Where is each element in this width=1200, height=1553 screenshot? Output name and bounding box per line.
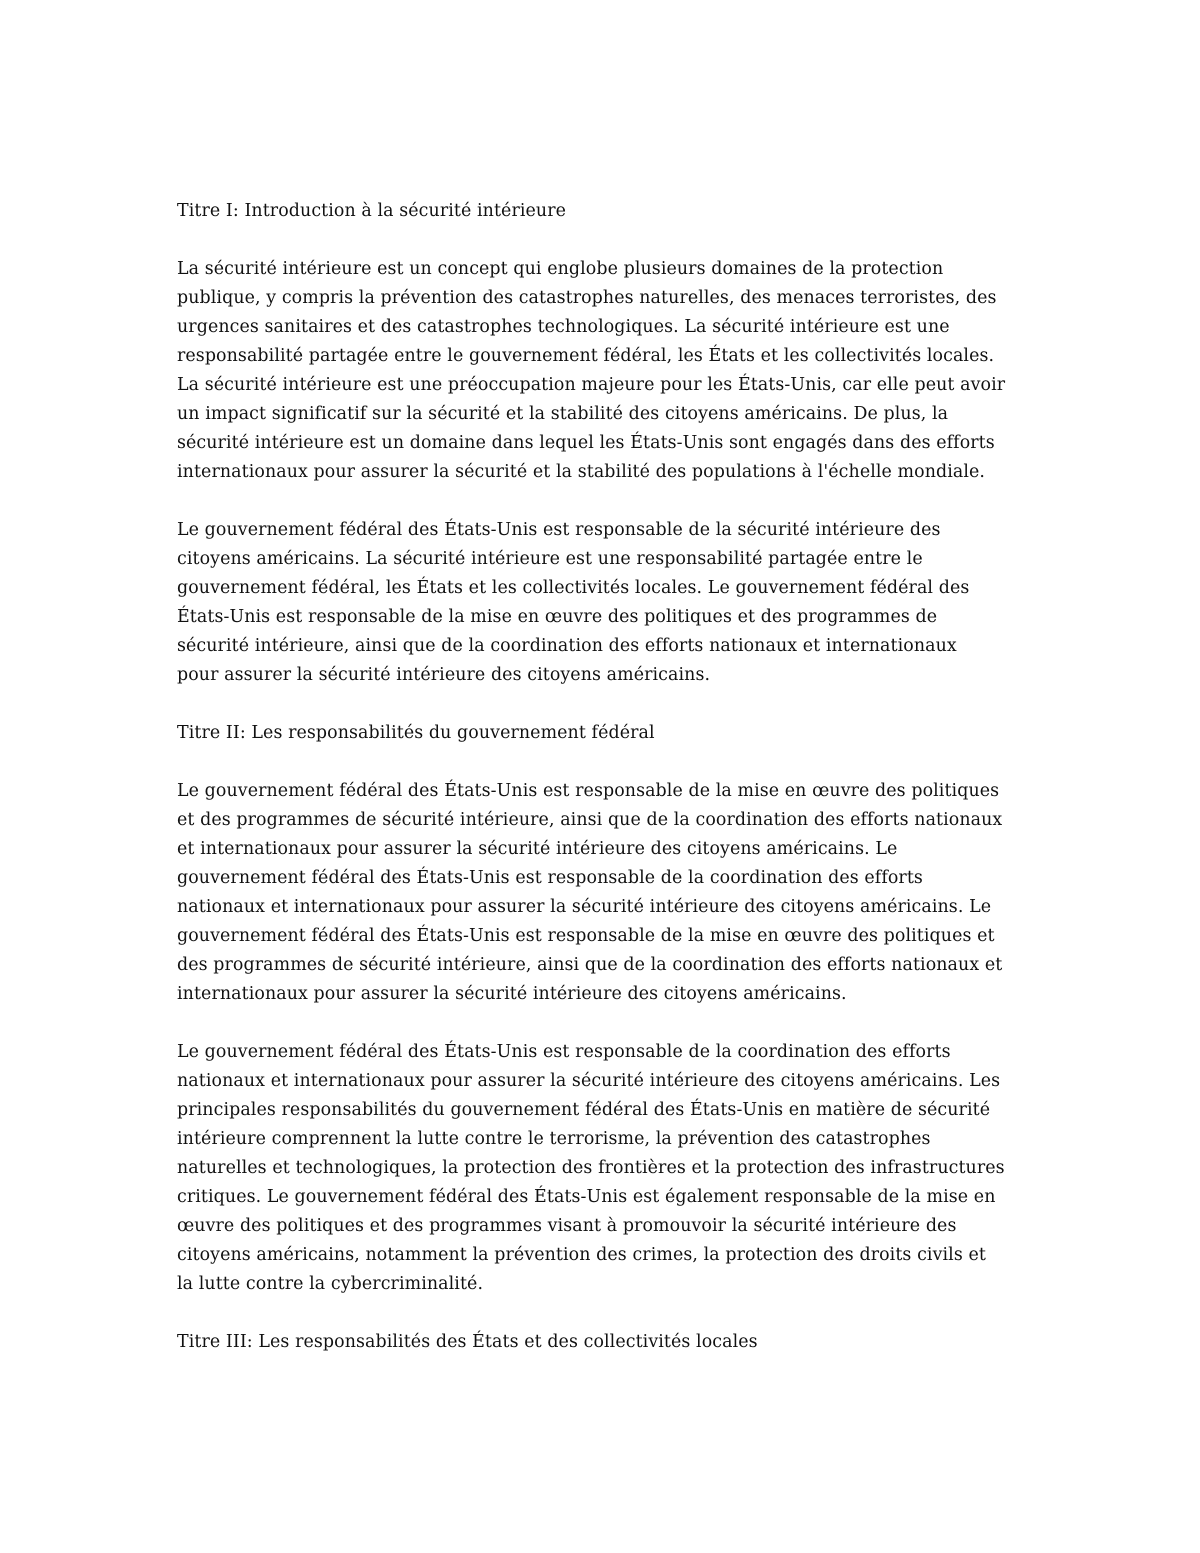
paragraph-line: publique, y compris la prévention des catastrophes naturelles, des menaces terroristes, des bbox=[177, 288, 997, 308]
spacer bbox=[177, 748, 1037, 777]
paragraph-line: citoyens américains. La sécurité intérieure est une responsabilité partagée entre le bbox=[177, 549, 923, 569]
paragraph-2 bbox=[177, 516, 1037, 690]
paragraph-line: gouvernement fédéral des États-Unis est responsable de la coordination des efforts bbox=[177, 868, 923, 888]
paragraph-line: gouvernement fédéral des États-Unis est responsable de la mise en œuvre des politiques et bbox=[177, 926, 995, 946]
paragraph-line: pour assurer la sécurité intérieure des citoyens américains. bbox=[177, 665, 711, 685]
paragraph-line: La sécurité intérieure est une préoccupation majeure pour les États-Unis, car elle peut avoir bbox=[177, 375, 1006, 395]
paragraph-line: principales responsabilités du gouvernement fédéral des États-Unis en matière de sécurité bbox=[177, 1100, 991, 1120]
paragraph-line: sécurité intérieure, ainsi que de la coordination des efforts nationaux et internationaux bbox=[177, 636, 957, 656]
paragraph-line: naturelles et technologiques, la protection des frontières et la protection des infrastructures bbox=[177, 1158, 1005, 1178]
paragraph-line: Le gouvernement fédéral des États-Unis est responsable de la coordination des efforts bbox=[177, 1042, 951, 1062]
section-heading-3: Titre III: Les responsabilités des États et des collectivités locales bbox=[177, 1332, 758, 1352]
section-heading-2: Titre II: Les responsabilités du gouvernement fédéral bbox=[177, 723, 655, 743]
paragraph-line: intérieure comprennent la lutte contre le terrorisme, la prévention des catastrophes bbox=[177, 1129, 931, 1149]
paragraph-line: la lutte contre la cybercriminalité. bbox=[177, 1274, 484, 1294]
paragraph-4 bbox=[177, 1038, 1037, 1299]
paragraph-line: urgences sanitaires et des catastrophes technologiques. La sécurité intérieure est une bbox=[177, 317, 950, 337]
paragraph-line: nationaux et internationaux pour assurer la sécurité intérieure des citoyens américains. Le bbox=[177, 897, 992, 917]
paragraph-line: responsabilité partagée entre le gouvernement fédéral, les États et les collectivités locales. bbox=[177, 346, 995, 366]
paragraph-line: États-Unis est responsable de la mise en œuvre des politiques et des programmes de bbox=[177, 607, 938, 627]
paragraph-line: un impact significatif sur la sécurité et la stabilité des citoyens américains. De plus, la bbox=[177, 404, 949, 424]
paragraph-line: Le gouvernement fédéral des États-Unis est responsable de la mise en œuvre des politiques bbox=[177, 781, 1000, 801]
spacer bbox=[177, 1009, 1037, 1038]
paragraph-line: nationaux et internationaux pour assurer la sécurité intérieure des citoyens américains. Les bbox=[177, 1071, 1001, 1091]
paragraph-line: des programmes de sécurité intérieure, ainsi que de la coordination des efforts nationaux et bbox=[177, 955, 1003, 975]
section-heading-1: Titre I: Introduction à la sécurité intérieure bbox=[177, 201, 567, 221]
paragraph-line: et des programmes de sécurité intérieure, ainsi que de la coordination des efforts nationaux bbox=[177, 810, 1003, 830]
paragraph-line: critiques. Le gouvernement fédéral des États-Unis est également responsable de la mise en bbox=[177, 1187, 996, 1207]
paragraph-line: sécurité intérieure est un domaine dans lequel les États-Unis sont engagés dans des efforts bbox=[177, 433, 995, 453]
spacer bbox=[177, 226, 1037, 255]
paragraph-1 bbox=[177, 255, 1037, 487]
paragraph-line: internationaux pour assurer la sécurité intérieure des citoyens américains. bbox=[177, 984, 847, 1004]
paragraph-3 bbox=[177, 777, 1037, 1009]
paragraph-line: internationaux pour assurer la sécurité et la stabilité des populations à l'échelle mondiale. bbox=[177, 462, 986, 482]
paragraph-line: gouvernement fédéral, les États et les collectivités locales. Le gouvernement fédéral des bbox=[177, 578, 970, 598]
spacer bbox=[177, 487, 1037, 516]
paragraph-line: La sécurité intérieure est un concept qui englobe plusieurs domaines de la protection bbox=[177, 259, 944, 279]
paragraph-line: œuvre des politiques et des programmes visant à promouvoir la sécurité intérieure des bbox=[177, 1216, 957, 1236]
spacer bbox=[177, 690, 1037, 719]
document-page bbox=[177, 197, 1037, 1357]
paragraph-line: et internationaux pour assurer la sécurité intérieure des citoyens américains. Le bbox=[177, 839, 898, 859]
spacer bbox=[177, 1299, 1037, 1328]
paragraph-line: citoyens américains, notamment la prévention des crimes, la protection des droits civils et bbox=[177, 1245, 986, 1265]
paragraph-line: Le gouvernement fédéral des États-Unis est responsable de la sécurité intérieure des bbox=[177, 520, 941, 540]
